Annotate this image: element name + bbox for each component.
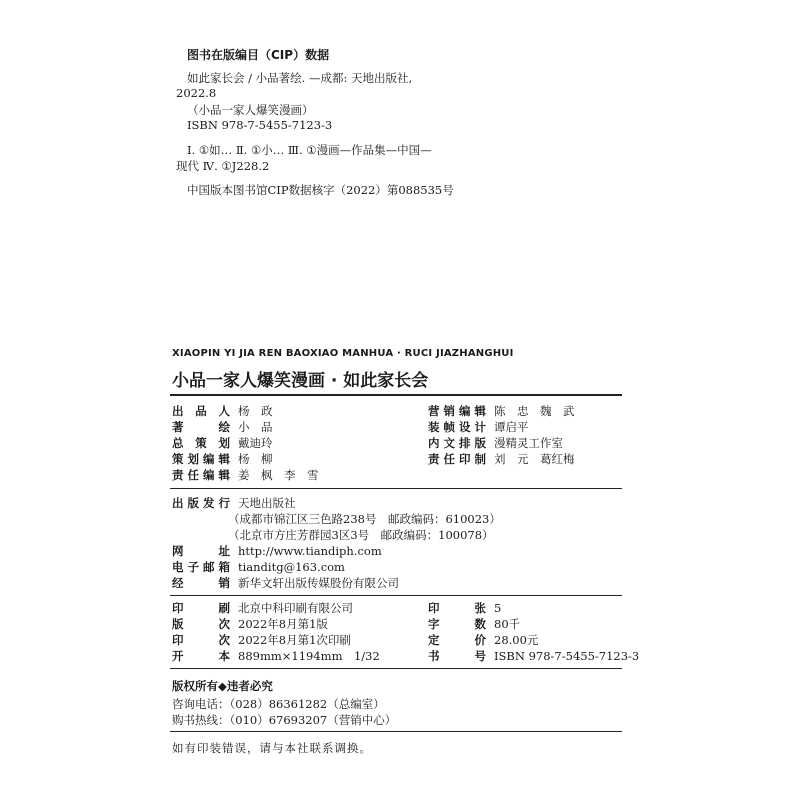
publisher-address: （北京市方庄芳群园3区3号 邮政编码：100078） xyxy=(228,528,494,542)
cip-line: （小品一家人爆笑漫画） xyxy=(187,103,314,117)
print-label: 定价 xyxy=(428,633,486,647)
cip-number: 中国版本图书馆CIP数据核字（2022）第088535号 xyxy=(187,183,454,197)
isbn-value: ISBN 978-7-5455-7123-3 xyxy=(494,649,640,663)
cip-heading: 图书在版编目（CIP）数据 xyxy=(187,48,330,62)
credit-value: 戴迪玲 xyxy=(238,436,273,450)
phone-sales: 购书热线：（010）67693207（营销中心） xyxy=(172,713,397,727)
print-row xyxy=(172,633,351,647)
print-row xyxy=(428,617,520,631)
credit-row xyxy=(172,404,273,418)
rights-heading: 版权所有◆违者必究 xyxy=(172,679,273,693)
credit-label: 责任编辑 xyxy=(172,468,230,482)
credit-value: 陈 忠 魏 武 xyxy=(494,404,575,418)
publisher-row xyxy=(172,576,399,590)
credit-row xyxy=(172,436,273,450)
cip-line: 2022.8 xyxy=(176,86,217,100)
credit-label: 总策划 xyxy=(172,436,230,450)
print-value: 5 xyxy=(494,601,502,615)
credit-label: 策划编辑 xyxy=(172,452,230,466)
print-row xyxy=(428,649,639,663)
book-title: 小品一家人爆笑漫画 · 如此家长会 xyxy=(172,371,429,391)
credit-row xyxy=(172,468,319,482)
credit-value: 刘 元 葛红梅 xyxy=(494,452,575,466)
publisher-row xyxy=(172,544,382,558)
footer-note: 如有印装错误，请与本社联系调换。 xyxy=(172,741,372,755)
credit-row xyxy=(428,452,575,466)
publisher-label: 出版发行 xyxy=(172,496,230,510)
credit-row xyxy=(428,436,563,450)
cip-isbn: ISBN 978-7-5455-7123-3 xyxy=(187,118,333,132)
print-value: 北京中科印刷有限公司 xyxy=(238,601,353,615)
credit-label: 内文排版 xyxy=(428,436,486,450)
credit-value: 姜 枫 李 雪 xyxy=(238,468,319,482)
email-link[interactable]: tianditg@163.com xyxy=(238,560,345,574)
print-label: 开本 xyxy=(172,649,230,663)
print-row xyxy=(428,633,538,647)
phone-editorial: 咨询电话：（028）86361282（总编室） xyxy=(172,697,385,711)
book-pinyin: XIAOPIN YI JIA REN BAOXIAO MANHUA · RUCI JIAZHANGHUI xyxy=(172,348,514,359)
divider xyxy=(170,731,622,732)
publisher-address: （成都市锦江区三色路238号 邮政编码：610023） xyxy=(228,512,501,526)
print-label: 印次 xyxy=(172,633,230,647)
print-label: 印张 xyxy=(428,601,486,615)
print-value: 80千 xyxy=(494,617,521,631)
credit-label: 著绘 xyxy=(172,420,230,434)
print-label: 印刷 xyxy=(172,601,230,615)
web-label: 网址 xyxy=(172,544,230,558)
credit-row xyxy=(428,404,575,418)
print-label: 版次 xyxy=(172,617,230,631)
credit-row xyxy=(172,452,273,466)
print-value: 889mm×1194mm 1/32 xyxy=(238,649,380,663)
divider xyxy=(170,668,622,669)
credit-value: 杨 政 xyxy=(238,404,273,418)
credit-label: 营销编辑 xyxy=(428,404,486,418)
print-value: 2022年8月第1次印刷 xyxy=(238,633,351,647)
credit-value: 谭启平 xyxy=(494,420,529,434)
divider xyxy=(170,488,622,489)
divider xyxy=(170,394,622,396)
print-row xyxy=(428,601,501,615)
credit-label: 装帧设计 xyxy=(428,420,486,434)
print-label: 字数 xyxy=(428,617,486,631)
publisher-name: 天地出版社 xyxy=(238,496,296,510)
credit-value: 杨 柳 xyxy=(238,452,273,466)
print-label: 书号 xyxy=(428,649,486,663)
print-row xyxy=(172,649,380,663)
web-link[interactable]: http://www.tiandiph.com xyxy=(238,544,382,558)
publisher-row xyxy=(172,496,296,510)
cip-line: 现代 Ⅳ. ①J228.2 xyxy=(176,159,270,173)
print-row xyxy=(172,601,353,615)
email-label: 电子邮箱 xyxy=(172,560,230,574)
divider xyxy=(170,595,622,596)
credit-value: 小 品 xyxy=(238,420,273,434)
publisher-row xyxy=(172,560,345,574)
credit-row xyxy=(172,420,273,434)
credit-row xyxy=(428,420,529,434)
credit-label: 责任印制 xyxy=(428,452,486,466)
distributor-value: 新华文轩出版传媒股份有限公司 xyxy=(238,576,399,590)
distributor-label: 经销 xyxy=(172,576,230,590)
print-row xyxy=(172,617,328,631)
credit-value: 漫精灵工作室 xyxy=(494,436,563,450)
credit-label: 出品人 xyxy=(172,404,230,418)
print-value: 2022年8月第1版 xyxy=(238,617,328,631)
cip-line: 如此家长会 / 小品著绘. —成都: 天地出版社, xyxy=(187,71,413,85)
cip-line: Ⅰ. ①如… Ⅱ. ①小… Ⅲ. ①漫画—作品集—中国— xyxy=(187,143,432,157)
print-value: 28.00元 xyxy=(494,633,539,647)
